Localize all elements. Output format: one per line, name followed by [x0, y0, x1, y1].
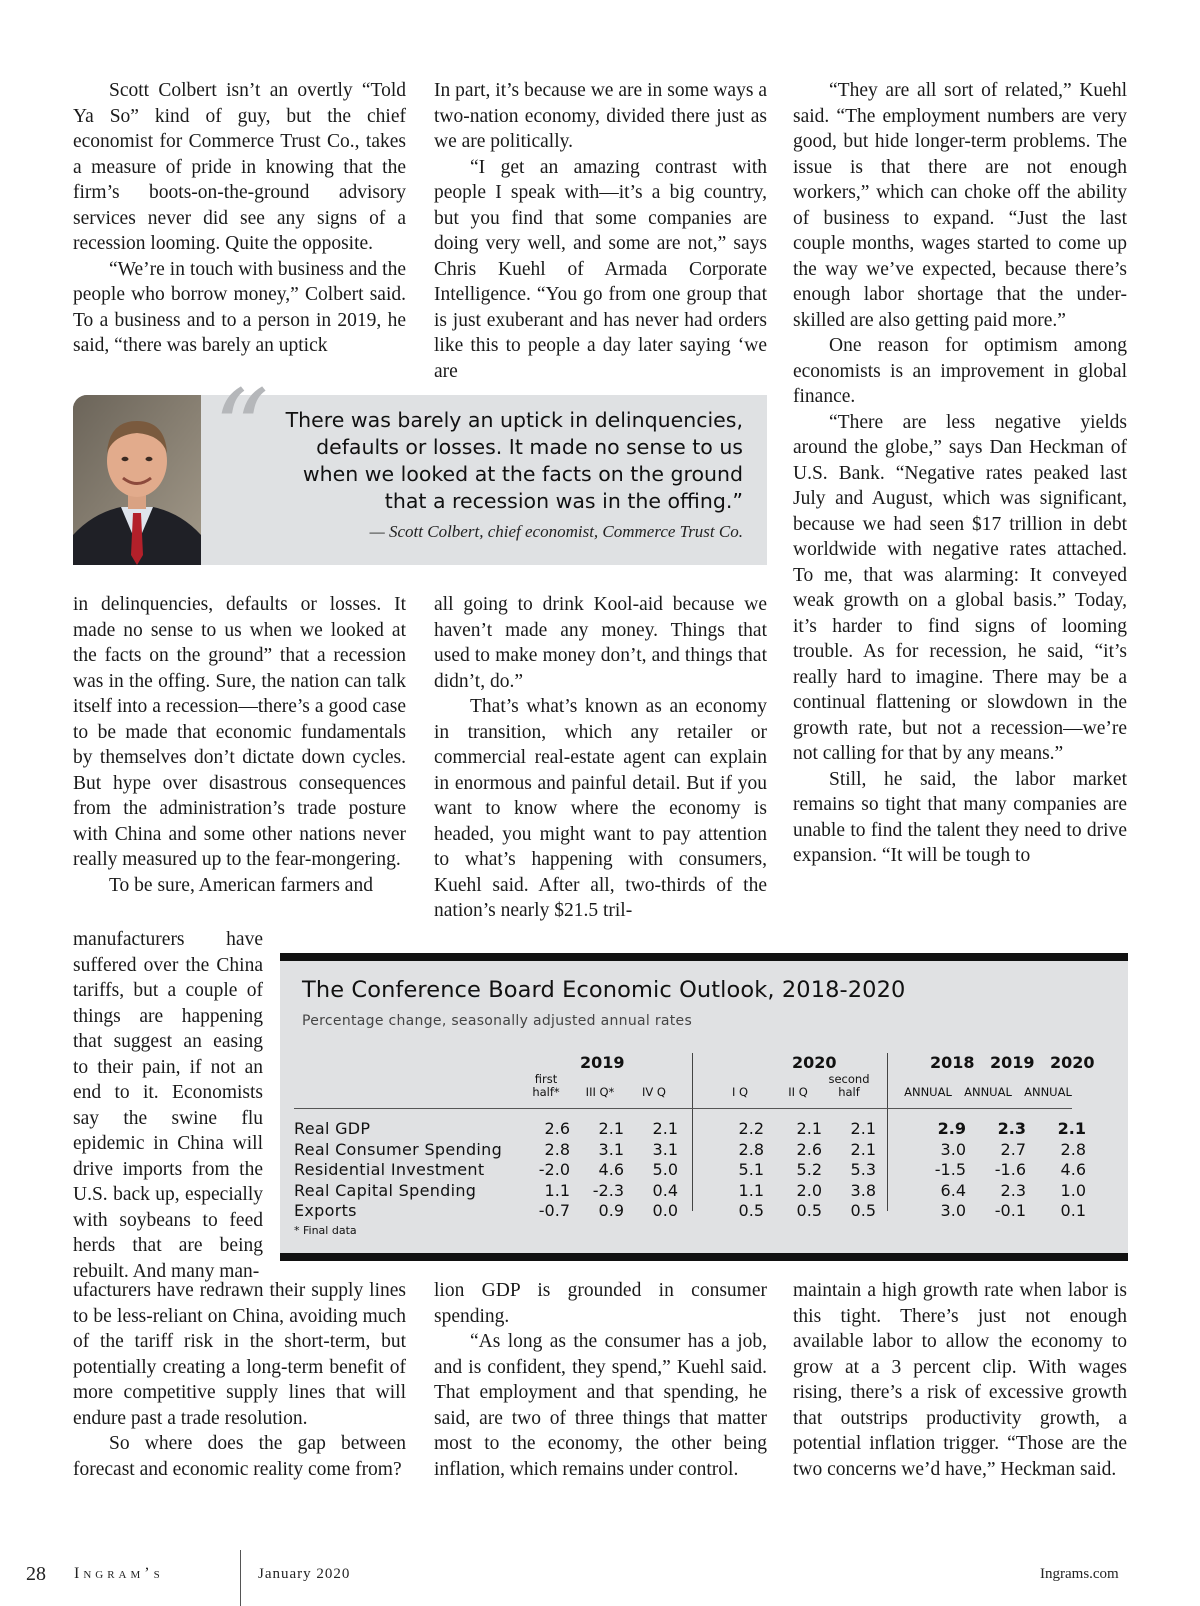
- table-cell: 2.2: [738, 1119, 764, 1138]
- paragraph: maintain a high growth rate when labor is this tight. There’s just not enough available labor to allow the economy to grow at a 3 percent clip. With wages rising, there’s a risk of excessive growth that outstrips productivity growth, a potential inflation trigger. “Those are the two concerns we’d have,” Heckman said.: [793, 1280, 1127, 1480]
- subheader-iv-q: IV Q: [642, 1085, 666, 1099]
- table-cell: 1.1: [738, 1180, 764, 1200]
- paragraph: “As long as the consumer has a job, and is confident, they spend,” Kuehl said. That employment and that spending, he said, are two of three things that matter most to the economy, the other being inflation, which remains under control.: [434, 1331, 767, 1480]
- table-cell: 2.1: [850, 1139, 876, 1159]
- paragraph: Scott Colbert isn’t an overtly “Told Ya So” kind of guy, but the chief economist for Commerce Trust Co., takes a measure of pride in knowing that the firm’s boots-on-the-ground advisory services never did see any signs of a recession looming. Quite the opposite.: [73, 80, 406, 254]
- website: Ingrams.com: [1040, 1566, 1119, 1582]
- portrait-photo: [73, 395, 201, 565]
- column-2-top: [434, 78, 767, 384]
- row-label: Exports: [294, 1201, 357, 1220]
- subheader-line: half*: [532, 1085, 560, 1099]
- subheader-annual: ANNUAL: [964, 1085, 1012, 1099]
- pull-quote-line: when we looked at the facts on the ground: [302, 462, 743, 486]
- table-cell: 0.5: [796, 1201, 822, 1220]
- table-cell: 2.1: [598, 1119, 624, 1138]
- row-label: Real Consumer Spending: [294, 1139, 503, 1159]
- paragraph: all going to drink Kool-aid because we haven’t made any money. Things that used to make money don’t, and things that didn’t, do.”: [434, 594, 767, 692]
- divider-line: [692, 1053, 693, 1211]
- paragraph: In part, it’s because we are in some ways a two-nation economy, divided there just as we are politically.: [434, 80, 767, 152]
- row-label: Real GDP: [294, 1119, 371, 1138]
- divider-line: [887, 1053, 888, 1211]
- table-cell: 3.8: [850, 1180, 876, 1200]
- table-cell: 1.0: [1060, 1180, 1086, 1200]
- table-cell: 2.1: [652, 1119, 678, 1138]
- table-cell: 2.3: [997, 1119, 1026, 1138]
- paragraph: in delinquencies, defaults or losses. It made no sense to us when we looked at the facts on the ground” that a recession was in the offing. Sure, the nation can talk itself into a recession—there’s a good case to be made that economic fundamentals by themselves don’t dictate down cycles. But hype over disastrous consequences from the administration’s trade posture with China and some other nations never really measured up to the fear-mongering.: [73, 594, 406, 870]
- table-cell: 2.1: [796, 1119, 822, 1138]
- table-cell: 6.4: [940, 1180, 966, 1200]
- table-cell: -0.7: [538, 1201, 570, 1220]
- table-cell: 2.9: [937, 1119, 966, 1138]
- table-cell: 2.7: [1000, 1139, 1026, 1159]
- table-cell: 3.0: [940, 1201, 966, 1220]
- table-cell: 2.8: [1060, 1139, 1086, 1159]
- table-cell: 0.9: [598, 1201, 624, 1220]
- table-cell: 0.5: [850, 1201, 876, 1220]
- annual-year-2020: 2020: [1050, 1053, 1095, 1072]
- pull-quote: [73, 366, 767, 565]
- paragraph: One reason for optimism among economists is an improvement in global finance.: [793, 335, 1127, 407]
- table-cell: 5.2: [796, 1160, 822, 1179]
- table-cell: 5.1: [738, 1160, 764, 1179]
- annual-year-2019: 2019: [990, 1053, 1035, 1072]
- paragraph: “We’re in touch with business and the people who borrow money,” Colbert said. To a business and to a person in 2019, he said, “there was barely an uptick: [73, 258, 406, 356]
- paragraph: manufacturers have suffered over the China tariffs, but a couple of things are happening that suggest an easing to their pain, if not an end to it. Economists say the swine flu epidemic in China will drive imports from the U.S. back up, especially with soybeans to feed herds that are being rebuilt. And many man-: [73, 929, 263, 1282]
- year-header-2019: 2019: [580, 1053, 625, 1072]
- paragraph: So where does the gap between forecast and economic reality come from?: [73, 1433, 406, 1480]
- table-cell: 1.1: [544, 1180, 570, 1200]
- table-cell: 2.6: [796, 1139, 822, 1159]
- table-cell: 2.1: [850, 1119, 876, 1138]
- quote-mark-icon: “: [213, 366, 270, 494]
- subheader-annual: ANNUAL: [904, 1085, 952, 1099]
- subheader-line: first: [534, 1072, 558, 1086]
- table-footnote: * Final data: [294, 1224, 357, 1237]
- column-2-middle: [434, 592, 767, 924]
- table-subtitle: Percentage change, seasonally adjusted annual rates: [302, 1013, 693, 1029]
- table-cell: 2.8: [738, 1139, 764, 1159]
- subheader-ii-q: II Q: [788, 1085, 808, 1099]
- header-rule: [294, 1108, 1072, 1109]
- paragraph: “There are less negative yields around the globe,” says Dan Heckman of U.S. Bank. “Negative rates peaked last July and August, which was significant, because we had seen $17 trillion in debt worldwide with negative rates attached. To me, that was alarming: It conveyed weak growth on a global basis.” Today, it’s harder to find signs of looming trouble. As for recession, he said, “it’s really hard to imagine. There may be a continual flattening or slowdown in the growth rate, but not a recession—we’re not calling for that by any means.”: [793, 411, 1127, 764]
- paragraph: lion GDP is grounded in consumer spending.: [434, 1280, 767, 1327]
- column-3: [793, 78, 1127, 869]
- pull-quote-line: defaults or losses. It made no sense to us: [316, 435, 743, 459]
- table-cell: 0.1: [1060, 1201, 1086, 1220]
- paragraph: ufacturers have redrawn their supply lines to be less-reliant on China, avoiding much of the tariff risk in the short-term, but potentially creating a long-term benefit of more competitive supply lines that will endure past a trade resolution.: [73, 1280, 406, 1429]
- paragraph: Still, he said, the labor market remains so tight that many companies are unable to find the talent they need to drive expansion. “It will be tough to: [793, 768, 1127, 866]
- pull-quote-line: There was barely an uptick in delinquencies,: [285, 408, 743, 432]
- economic-outlook-table: [280, 953, 1128, 1261]
- pull-quote-text: [243, 407, 743, 515]
- subheader-line: second: [828, 1072, 870, 1086]
- paragraph: To be sure, American farmers and: [109, 874, 373, 896]
- table-cell: 0.0: [652, 1201, 678, 1220]
- column-1-top: [73, 78, 406, 359]
- table-cell: 2.8: [544, 1139, 570, 1159]
- table-cell: 0.5: [738, 1201, 764, 1220]
- paragraph: “I get an amazing contrast with people I speak with—it’s a big country, but you find that some companies are doing very well, and some are not,” says Chris Kuehl of Armada Corporate Intelligence. “You go from one group that is just exuberant and has never had orders like this to people a day later saying ‘we are: [434, 156, 767, 382]
- paragraph: “They are all sort of related,” Kuehl said. “The employment numbers are very good, but hide longer-term problems. The issue is that there are not enough workers,” which can choke off the ability of business to expand. “Just the last couple months, wages started to come up the way we’ve expected, because there’s enough labor shortage that the under-skilled are also getting paid more.”: [793, 80, 1127, 331]
- table-cell: 0.4: [652, 1180, 678, 1200]
- page-number: 28: [26, 1563, 46, 1585]
- portrait-illustration: [73, 395, 201, 565]
- subheader-iii-q: III Q*: [585, 1085, 615, 1099]
- table-cell: 3.1: [598, 1139, 624, 1159]
- table-cell: 3.1: [652, 1139, 678, 1159]
- table-cell: 2.6: [544, 1119, 570, 1138]
- column-1-narrow: [73, 927, 263, 1284]
- table-cell: -1.6: [994, 1160, 1026, 1179]
- pull-quote-attribution: — Scott Colbert, chief economist, Commerce Trust Co.: [369, 522, 743, 541]
- table-cell: 2.0: [796, 1180, 822, 1200]
- table-cell: -2.0: [538, 1160, 570, 1179]
- column-1-bottom: [73, 1278, 406, 1482]
- subheader-i-q: I Q: [731, 1085, 749, 1099]
- column-2-bottom: [434, 1278, 767, 1482]
- subheader-first-half: [526, 1073, 566, 1099]
- column-3-bottom: [793, 1278, 1127, 1482]
- magazine-name: Ingram’s: [74, 1565, 164, 1582]
- annual-year-2018: 2018: [930, 1053, 975, 1072]
- table-cell: 5.3: [850, 1160, 876, 1179]
- pull-quote-line: that a recession was in the offing.”: [384, 489, 743, 513]
- table-cell: 5.0: [652, 1160, 678, 1179]
- table-cell: 4.6: [1060, 1160, 1086, 1179]
- issue-date: January 2020: [258, 1566, 351, 1582]
- subheader-line: half: [838, 1085, 860, 1099]
- table-cell: -2.3: [592, 1180, 624, 1200]
- table-cell: -0.1: [994, 1201, 1026, 1220]
- table-cell: 4.6: [598, 1160, 624, 1179]
- column-1-middle: [73, 592, 406, 898]
- table-cell: 2.1: [1057, 1119, 1086, 1138]
- row-label: Residential Investment: [294, 1160, 485, 1179]
- table-cell: 3.0: [940, 1139, 966, 1159]
- subheader-second-half: [822, 1073, 876, 1099]
- subheader-annual: ANNUAL: [1024, 1085, 1072, 1099]
- table-cell: 2.3: [1000, 1180, 1026, 1200]
- footer-divider: [240, 1550, 241, 1606]
- row-label: Real Capital Spending: [294, 1180, 477, 1200]
- paragraph: That’s what’s known as an economy in transition, which any retailer or commercial real-estate agent can explain in enormous and painful detail. But if you want to know where the economy is headed, you might want to pay attention to what’s happening with consumers, Kuehl said. After all, two-thirds of the nation’s nearly $21.5 tril-: [434, 696, 767, 921]
- table-title: The Conference Board Economic Outlook, 2018-2020: [302, 977, 906, 1003]
- table-cell: -1.5: [934, 1160, 966, 1179]
- year-header-2020: 2020: [792, 1053, 837, 1072]
